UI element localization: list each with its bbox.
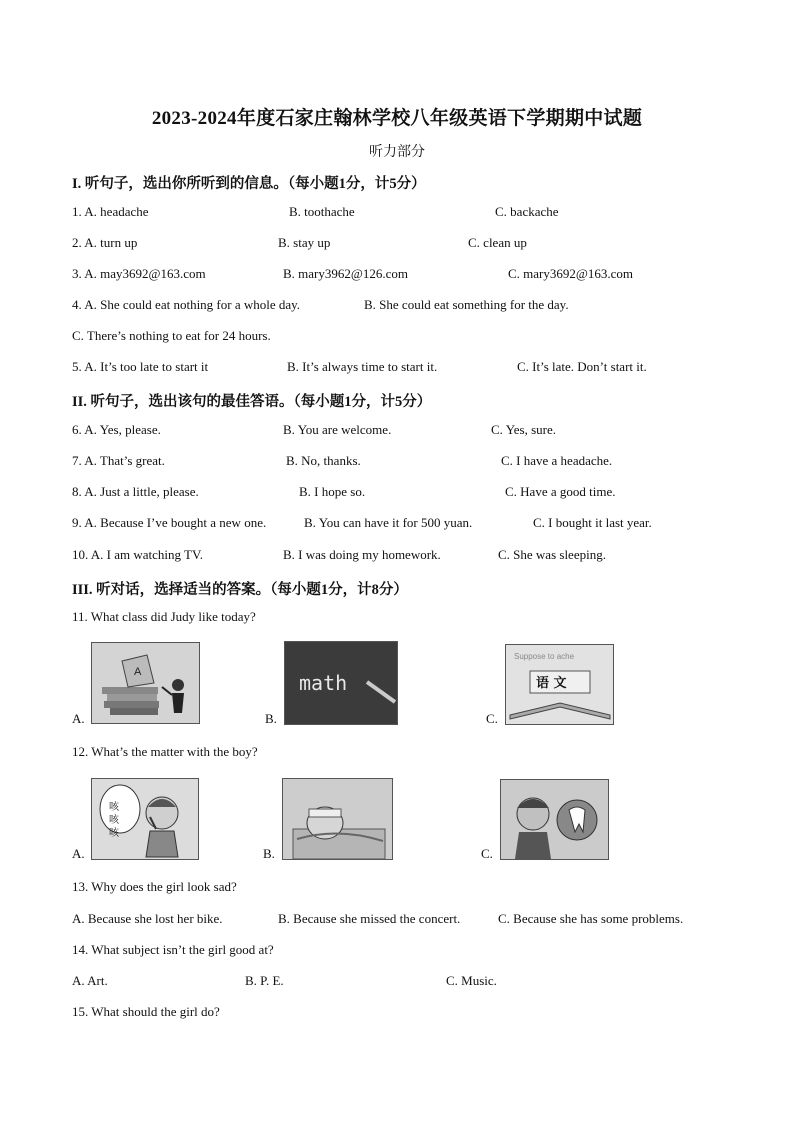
q11-stem: 11. What class did Judy like today? [72, 609, 256, 624]
q7-option-a: 7. A. That’s great. [72, 453, 165, 468]
q8-option-b: B. I hope so. [299, 484, 366, 499]
q5-option-b: B. It’s always time to start it. [287, 359, 438, 374]
q12-label-a: A. [72, 846, 85, 861]
q9-option-b: B. You can have it for 500 yuan. [304, 515, 473, 530]
q11-chinese-header-text: Suppose to ache [514, 652, 575, 661]
q2-option-b: B. stay up [278, 235, 331, 250]
q13-stem: 13. Why does the girl look sad? [72, 879, 237, 894]
section-1-heading: I. 听句子，选出你所听到的信息。（每小题1分，计5分） [72, 176, 426, 192]
page-subtitle: 听力部分 [369, 145, 425, 160]
q12-label-c: C. [481, 846, 493, 861]
q11-label-a: A. [72, 711, 85, 726]
q4-option-c: C. There’s nothing to eat for 24 hours. [72, 328, 271, 343]
q8-option-a: 8. A. Just a little, please. [72, 484, 199, 499]
q11-math-chalk-text: math [299, 671, 348, 695]
q14-option-c: C. Music. [446, 973, 497, 988]
q2-option-c: C. clean up [468, 235, 527, 250]
q3-option-b: B. mary3962@126.com [283, 266, 408, 281]
q6-option-a: 6. A. Yes, please. [72, 422, 161, 437]
q12-stem: 12. What’s the matter with the boy? [72, 744, 258, 759]
q12-picture-c-toothache [500, 779, 609, 860]
q13-option-c: C. Because she has some problems. [498, 911, 684, 926]
q7-option-b: B. No, thanks. [286, 453, 361, 468]
q13-option-a: A. Because she lost her bike. [72, 911, 223, 926]
q12-label-b: B. [263, 846, 275, 861]
q4-option-b: B. She could eat something for the day. [364, 297, 569, 312]
section-2-heading: II. 听句子，选出该句的最佳答语。（每小题1分，计5分） [72, 394, 432, 410]
q12-picture-a-coughing-boy [91, 778, 199, 860]
q1-option-a: 1. A. headache [72, 204, 149, 219]
section-3-heading: III. 听对话，选择适当的答案。（每小题1分，计8分） [72, 582, 408, 598]
q4-option-a: 4. A. She could eat nothing for a whole day. [72, 297, 301, 312]
page-title: 2023-2024年度石家庄翰林学校八年级英语下学期期中试题 [151, 108, 643, 129]
q12-picture-b-sick-in-bed [282, 778, 393, 860]
q7-option-c: C. I have a headache. [501, 453, 613, 468]
q6-option-b: B. You are welcome. [283, 422, 392, 437]
q11-picture-a-english-books [91, 642, 200, 724]
q1-option-c: C. backache [495, 204, 559, 219]
q11-label-c: C. [486, 711, 498, 726]
q5-option-c: C. It’s late. Don’t start it. [517, 359, 647, 374]
q5-option-a: 5. A. It’s too late to start it [72, 359, 209, 374]
q11-picture-b-math-blackboard [284, 641, 398, 725]
q15-stem: 15. What should the girl do? [72, 1004, 220, 1019]
q14-option-b: B. P. E. [245, 973, 284, 988]
q10-option-a: 10. A. I am watching TV. [72, 547, 203, 562]
q12-cough-text: 咳 咳 咳 [106, 801, 118, 838]
q11-label-b: B. [265, 711, 277, 726]
q9-option-a: 9. A. Because I’ve bought a new one. [72, 515, 267, 530]
q8-option-c: C. Have a good time. [505, 484, 616, 499]
q10-option-b: B. I was doing my homework. [283, 547, 441, 562]
q2-option-a: 2. A. turn up [72, 235, 138, 250]
q14-option-a: A. Art. [72, 973, 108, 988]
q9-option-c: C. I bought it last year. [533, 515, 652, 530]
q1-option-b: B. toothache [289, 204, 355, 219]
svg-text:A: A [134, 666, 142, 678]
q6-option-c: C. Yes, sure. [491, 422, 557, 437]
q3-option-a: 3. A. may3692@163.com [72, 266, 206, 281]
q11-chinese-book-text: 语 文 [536, 676, 567, 691]
q14-stem: 14. What subject isn’t the girl good at? [72, 942, 274, 957]
q3-option-c: C. mary3692@163.com [508, 266, 633, 281]
q11-picture-c-chinese-book [505, 644, 614, 725]
q13-option-b: B. Because she missed the concert. [278, 911, 461, 926]
q10-option-c: C. She was sleeping. [498, 547, 606, 562]
